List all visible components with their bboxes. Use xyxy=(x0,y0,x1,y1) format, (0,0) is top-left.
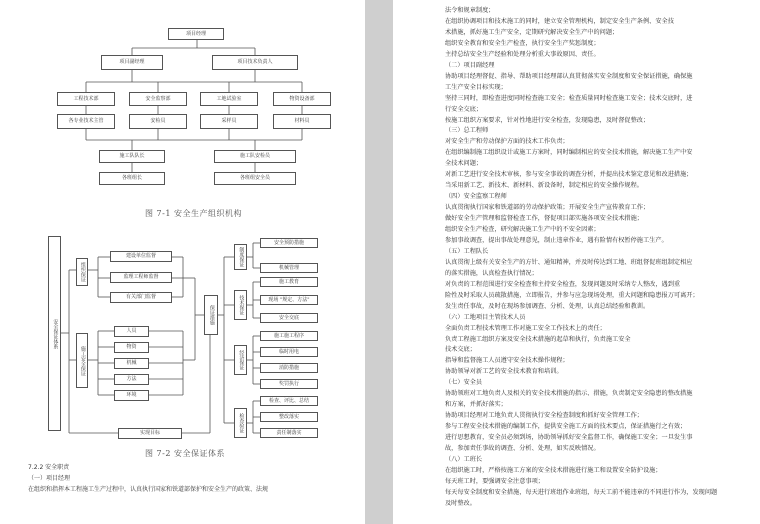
org-box-chief-engineer: 项目技术负责人 xyxy=(212,55,298,70)
org-box-dept-1: 工程技术部 xyxy=(57,92,115,106)
text-line: 当采用新工艺、新技术、新材料、新设备时，制定相应的安全操作规程。 xyxy=(445,182,643,190)
text-line: 及时整改。 xyxy=(445,499,476,507)
constr-item-4: 方法 xyxy=(114,374,149,385)
text-line: 全技术问题； xyxy=(445,160,483,168)
org-assurance-box xyxy=(76,258,88,286)
paragraph-line: 在组织和指挥本工程施工生产过程中，认真执行国家和铁道部保护和安全生产的政策、法规 xyxy=(28,486,269,493)
text-line: 负责工程施工组织方案及安全技术措施的起草和执行，负责施工安全 xyxy=(445,335,631,343)
text-line: 法令和规章制度； xyxy=(445,7,495,14)
text-line: 按施工组织方案要求，针对性地进行安全检查，发现隐患，及时督促整改； xyxy=(445,116,650,124)
text-line: （二）项目副经理 xyxy=(445,61,495,69)
right-item-13: 整改落实 xyxy=(260,412,318,422)
text-line: 工生产安全目标实现； xyxy=(445,83,507,91)
text-line: 认真贯彻上级有关安全生产的方针、通知精神，并及时传达到工地、班组督促班组制定相应 xyxy=(445,258,693,266)
text-line: 行安全交底； xyxy=(445,105,483,113)
figure-caption-7-1: 图 7-1 安全生产组织机构 xyxy=(145,209,242,218)
text-line: 和方案，并抓好落实； xyxy=(445,401,507,409)
text-line: 认真贯彻执行国家和铁道部的劳动保护政策；开展安全生产宣传教育工作； xyxy=(445,204,650,212)
right-item-5: 现场 "规定、方法" xyxy=(260,295,318,305)
construction-assurance-label: 施工安全保证 xyxy=(79,345,86,376)
text-line: 发生责任事故，及时在现场参加调查、分析、处理，认真总结经验和教训。 xyxy=(445,302,650,310)
right-item-8: 临时用电 xyxy=(260,347,318,357)
text-line: 组织安全教育和安全生产检查，执行安全生产奖惩制度； xyxy=(445,39,600,47)
page-gutter xyxy=(365,0,393,524)
org-box-pm: 项目经理 xyxy=(168,28,224,40)
org-item-2: 监理工程师监督 xyxy=(110,272,172,283)
org-box-staff-2: 安检员 xyxy=(129,114,187,129)
text-line: （三）总工程师 xyxy=(445,127,489,135)
text-line: 在组织施工时，严格按施工方案的安全技术措施进行施工和设置安全防护设施； xyxy=(445,466,662,474)
right-item-12: 检查、评比、总结 xyxy=(260,396,318,406)
text-line: 全面负责工程技术管理工作对施工安全工作技术上的责任； xyxy=(445,324,606,332)
right-item-7: 施工施工程序 xyxy=(260,331,318,341)
left-page xyxy=(0,0,365,524)
right-item-2: 机械管理 xyxy=(260,263,318,273)
group-box-1 xyxy=(234,244,247,270)
org-box-dept-3: 工地试验室 xyxy=(200,92,258,106)
org-box-deputy-pm: 项目副经理 xyxy=(101,55,163,70)
text-line: 技术交底； xyxy=(445,346,476,354)
text-line: 故，参加责任事故的调查、分析、处理，如实反映情况。 xyxy=(445,445,600,452)
text-line: 协助领导对新工艺的安全技术教育和培训。 xyxy=(445,368,563,376)
right-page xyxy=(393,0,760,524)
right-item-9: 消防措施 xyxy=(260,363,318,373)
org-box-team-inspector: 施工队安检员 xyxy=(214,150,296,163)
text-line: （六）工地项目主管技术人员 xyxy=(445,313,526,321)
text-line: 对安全生产和劳动保护方面的技术工作负责； xyxy=(445,138,569,146)
group-box-2 xyxy=(234,290,247,320)
group-label-3: 经济保证 xyxy=(238,350,245,370)
constr-item-1: 人员 xyxy=(114,326,149,337)
text-line: 对新工艺进行安全技术审核，参与安全事故的调查分析，并提出技术鉴定意见和改进措施； xyxy=(445,171,693,179)
measures-box xyxy=(204,295,218,335)
assurance-system-label: 安全保证体系 xyxy=(52,318,59,349)
org-box-team-leader: 施工队队长 xyxy=(99,150,165,163)
group-box-3 xyxy=(234,345,247,375)
org-item-1: 建设单位监督 xyxy=(110,251,172,262)
org-box-staff-4: 材料员 xyxy=(273,114,331,129)
text-line: （五）工程队长 xyxy=(445,247,489,255)
text-line: 在组织编制施工组织设计或施工方案时，同时编制相应的安全技术措施，解决施工生产中安 xyxy=(445,149,693,157)
text-line: 组织安全生产检查，研究解决施工生产中的不安全因素； xyxy=(445,226,600,233)
text-line: （四）安全监察工程师 xyxy=(445,193,507,201)
text-line: 参与工程安全技术措施的编制工作，提供安全施工方面的技术要点，保证措施行之有效； xyxy=(445,423,687,431)
group-label-1: 制度保证 xyxy=(238,247,245,267)
org-box-staff-3: 采样员 xyxy=(200,114,258,129)
text-line: 协助项目经理对工地负责人贯彻执行安全检查制度和抓好安全管理工作； xyxy=(445,412,643,420)
text-line: 每天每安全制度和安全措施，每天进行班组作业班组，每天工前不能违章的不同进行作为，发现问题 xyxy=(445,488,718,496)
text-line: 指导和监督施工人员遵守安全技术操作规程； xyxy=(445,357,569,365)
goal-box: 实现目标 xyxy=(118,428,182,439)
right-item-3: 施工教育 xyxy=(260,277,318,287)
section-heading: 7.2.2 安全职责 xyxy=(28,464,70,471)
text-line: 参加事故调查，提出事故处理意见，制止违章作业，遇有险情有权暂停施工生产。 xyxy=(445,236,668,244)
text-line: 的落实措施，认真检查执行情况； xyxy=(445,269,538,277)
org-box-crew-safety: 各班组安全员 xyxy=(214,172,296,185)
constr-item-2: 物资 xyxy=(114,342,149,353)
org-box-crew-leader: 各班组长 xyxy=(99,172,165,185)
group-box-4 xyxy=(234,408,247,438)
group-label-4: 检查验证 xyxy=(238,413,245,433)
figure-caption-7-2: 图 7-2 安全保证体系 xyxy=(145,449,225,458)
right-item-10: 奖罚执行 xyxy=(260,379,318,389)
right-item-6: 安全交底 xyxy=(260,313,318,323)
subsection-heading: （一）项目经理 xyxy=(28,475,71,482)
text-line: 术措施，抓好施工生产安全，定期研究解决安全生产中的问题； xyxy=(445,28,619,36)
group-label-2: 技术保证 xyxy=(238,295,245,315)
text-line: 在组织协调项目和技术施工的同时，建立安全管理机构，制定安全生产条例、安全技 xyxy=(445,17,674,25)
text-line: （七）安全员 xyxy=(445,379,483,387)
constr-item-5: 环境 xyxy=(114,390,149,401)
text-line: 坚持三同时，即检查进度同时检查施工安全；检查质量同时检查施工安全；技术交底时，进 xyxy=(445,94,693,102)
org-box-dept-2: 安全监察部 xyxy=(129,92,187,106)
text-line: 进行思想教育，安全员必须到场，协助领导抓好安全监督工作，确保施工安全；一旦发生事 xyxy=(445,434,693,441)
text-line: 协助领班对工地负责人及相关的安全技术措施的指示、措施，负责制定安全隐患的整改措施 xyxy=(445,390,693,398)
text-line: （八）工班长 xyxy=(445,455,483,463)
text-line: 协助项目经理督促、指导、帮助项目经理部认真贯彻落实安全制度和安全保证措施，确保施 xyxy=(445,72,693,80)
org-box-dept-4: 物资设备部 xyxy=(273,92,331,106)
construction-assurance-box xyxy=(76,333,88,388)
org-item-3: 有关部门监督 xyxy=(110,292,172,303)
text-line: 险性及时采取人员疏散措施，立即报告，并参与应急现场处理，重大问题和隐患报万可离开； xyxy=(445,291,699,299)
assurance-system-box xyxy=(48,236,61,431)
right-item-1: 安全预防措施 xyxy=(260,238,318,248)
text-line: 做好安全生产管理和监督检查工作，督促项目部实施各项安全技术措施； xyxy=(445,215,643,222)
constr-item-3: 机械 xyxy=(114,358,149,369)
text-line: 对负责的工程范围进行安全检查和主持安全检查，发现问题及时采纳专人整改，遇到重 xyxy=(445,280,681,288)
text-line: 主持总结安全生产经验和处理分析重大事故原因、责任。 xyxy=(445,50,600,58)
org-assurance-label: 组织保证 xyxy=(79,262,86,282)
measures-label: 保证措施 xyxy=(208,305,215,325)
right-item-14: 责任制落实 xyxy=(260,428,318,438)
text-line: 每天班工时，要强调安全注意事项； xyxy=(445,477,544,485)
org-box-staff-1: 各专业技术主管 xyxy=(57,114,115,129)
